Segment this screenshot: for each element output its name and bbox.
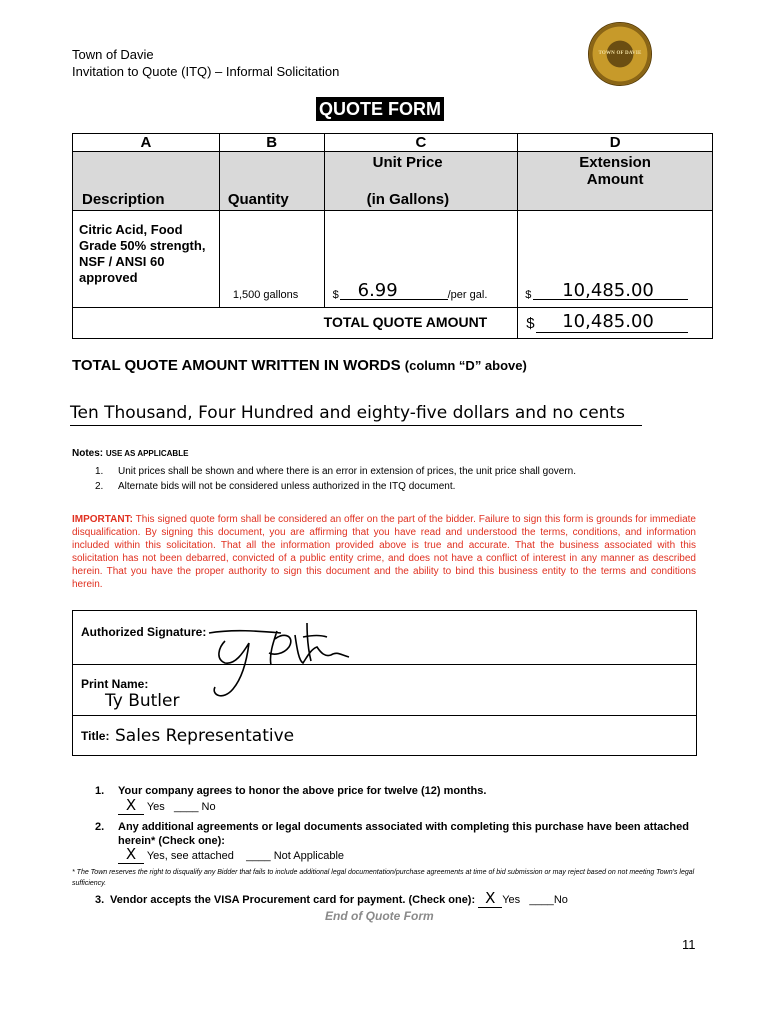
note-1: 1. Unit prices shall be shown and where there is an error in extension of prices, the unit price shall govern. bbox=[95, 466, 577, 477]
total-label: TOTAL QUOTE AMOUNT bbox=[323, 314, 488, 330]
unit-price-subheader: (in Gallons) bbox=[366, 191, 450, 208]
question-2: 2. Any additional agreements or legal documents associated with completing this purchase have been attached herein* (Check one): bbox=[95, 820, 695, 848]
question-3-no: No bbox=[553, 894, 568, 906]
important-paragraph bbox=[72, 513, 696, 591]
col-letter-d: D bbox=[518, 134, 713, 152]
note-1-text: Unit prices shall be shown and where there is an error in extension of prices, the unit price shall govern. bbox=[118, 466, 577, 477]
item-row bbox=[73, 211, 713, 308]
words-value: Ten Thousand, Four Hundred and eighty-five dollars and no cents bbox=[70, 403, 642, 426]
notes-label bbox=[72, 448, 188, 459]
question-2-answer bbox=[118, 845, 344, 864]
total-amount: 10,485.00 bbox=[562, 311, 654, 332]
note-2-text: Alternate bids will not be considered unless authorized in the ITQ document. bbox=[118, 481, 456, 492]
question-1-no: No bbox=[201, 801, 216, 813]
page-number: 11 bbox=[682, 937, 696, 952]
column-letters-row bbox=[73, 134, 713, 152]
total-row bbox=[73, 308, 713, 339]
question-2-not-applicable: Not Applicable bbox=[273, 850, 345, 862]
item-description: Citric Acid, Food Grade 50% strength, NSF / ANSI 60 approved bbox=[79, 222, 206, 285]
question-3: 3. Vendor accepts the VISA Procurement card for payment. (Check one): X Yes ____No bbox=[95, 889, 568, 907]
extension-value: 10,485.00 bbox=[562, 280, 654, 301]
signature-box bbox=[72, 610, 697, 756]
extension-dollar: $ bbox=[525, 289, 532, 301]
total-line bbox=[536, 332, 688, 333]
question-3-no-blank: ____ bbox=[529, 894, 554, 906]
authorized-signature-label: Authorized Signature: bbox=[81, 625, 207, 639]
note-2: 2. Alternate bids will not be considered unless authorized in the ITQ document. bbox=[95, 481, 456, 492]
total-dollar: $ bbox=[526, 315, 535, 332]
important-text: This signed quote form shall be considered an offer on the part of the bidder. Failure to sign this form is grounds for immediate disqualification. By signing this document, you are affirming that you have read and understood the terms, conditions, and information included within this solicitation. That all the information provided above is true and accurate. That the business associated with this solicitation has not been debarred, convicted of a public entity crime, and does not have a conflict of interest in any manner as described herein. That you have the proper authority to sign this document and the ability to bind this business entity to the terms and conditions herein. bbox=[72, 514, 696, 590]
words-heading-text: TOTAL QUOTE AMOUNT WRITTEN IN WORDS bbox=[72, 357, 401, 374]
question-1-yes: Yes bbox=[146, 801, 165, 813]
amount-header: Amount bbox=[586, 171, 644, 188]
words-heading-suffix: (column “D” above) bbox=[404, 358, 527, 373]
question-2-no-blank: ____ bbox=[246, 850, 271, 862]
extension-header: Extension bbox=[579, 154, 651, 171]
unit-price-dollar: $ bbox=[332, 289, 339, 301]
words-heading bbox=[72, 357, 527, 374]
description-header: Description bbox=[82, 191, 165, 208]
end-of-form-text: End of Quote Form bbox=[325, 909, 434, 923]
print-name-value: Ty Butler bbox=[105, 691, 180, 711]
question-3-yes: Yes bbox=[502, 894, 521, 906]
unit-price-value: 6.99 bbox=[357, 280, 398, 301]
town-seal-logo bbox=[588, 22, 652, 86]
notes-label-suffix: USE AS APPLICABLE bbox=[105, 449, 189, 458]
question-2-check-mark: X bbox=[125, 845, 137, 863]
question-2-text: Any additional agreements or legal documents associated with completing this purchase have been attached herein* (Check one): bbox=[118, 821, 689, 847]
question-2-yes: Yes, see attached bbox=[146, 850, 234, 862]
col-letter-a: A bbox=[73, 134, 220, 152]
question-1-text: Your company agrees to honor the above price for twelve (12) months. bbox=[118, 785, 487, 797]
print-name-label: Print Name: bbox=[81, 677, 149, 691]
question-1-answer bbox=[118, 796, 216, 815]
unit-price-header: Unit Price bbox=[372, 154, 443, 171]
quantity-header: Quantity bbox=[227, 191, 289, 208]
seal-text: TOWN OF DAVIE bbox=[598, 51, 642, 56]
important-label: IMPORTANT: bbox=[72, 514, 133, 525]
question-3-text: Vendor accepts the VISA Procurement card for payment. (Check one): bbox=[110, 894, 476, 906]
title-label: Title: bbox=[81, 729, 110, 743]
unit-price-suffix: /per gal. bbox=[447, 289, 488, 301]
col-letter-c: C bbox=[324, 134, 518, 152]
question-3-check-mark: X bbox=[485, 889, 496, 907]
quote-table bbox=[72, 133, 713, 339]
footnote: * The Town reserves the right to disqualify any Bidder that fails to include additional legal documentation/purchase agreements at time of bid submission or may reject based on not meeting Town's legal sufficiency. bbox=[72, 869, 695, 887]
solicitation-type: Invitation to Quote (ITQ) – Informal Solicitation bbox=[72, 64, 340, 79]
column-header-row bbox=[73, 152, 713, 211]
signature-image bbox=[203, 613, 403, 703]
form-title: QUOTE FORM bbox=[316, 97, 444, 121]
question-1-check-mark: X bbox=[125, 796, 137, 814]
notes-label-text: Notes: bbox=[72, 448, 104, 459]
col-letter-b: B bbox=[219, 134, 324, 152]
question-1-no-blank: ____ bbox=[173, 801, 199, 813]
town-name: Town of Davie bbox=[72, 47, 154, 62]
title-value: Sales Representative bbox=[115, 726, 295, 746]
item-quantity: 1,500 gallons bbox=[232, 289, 299, 301]
question-1: 1. Your company agrees to honor the above price for twelve (12) months. bbox=[95, 785, 487, 797]
